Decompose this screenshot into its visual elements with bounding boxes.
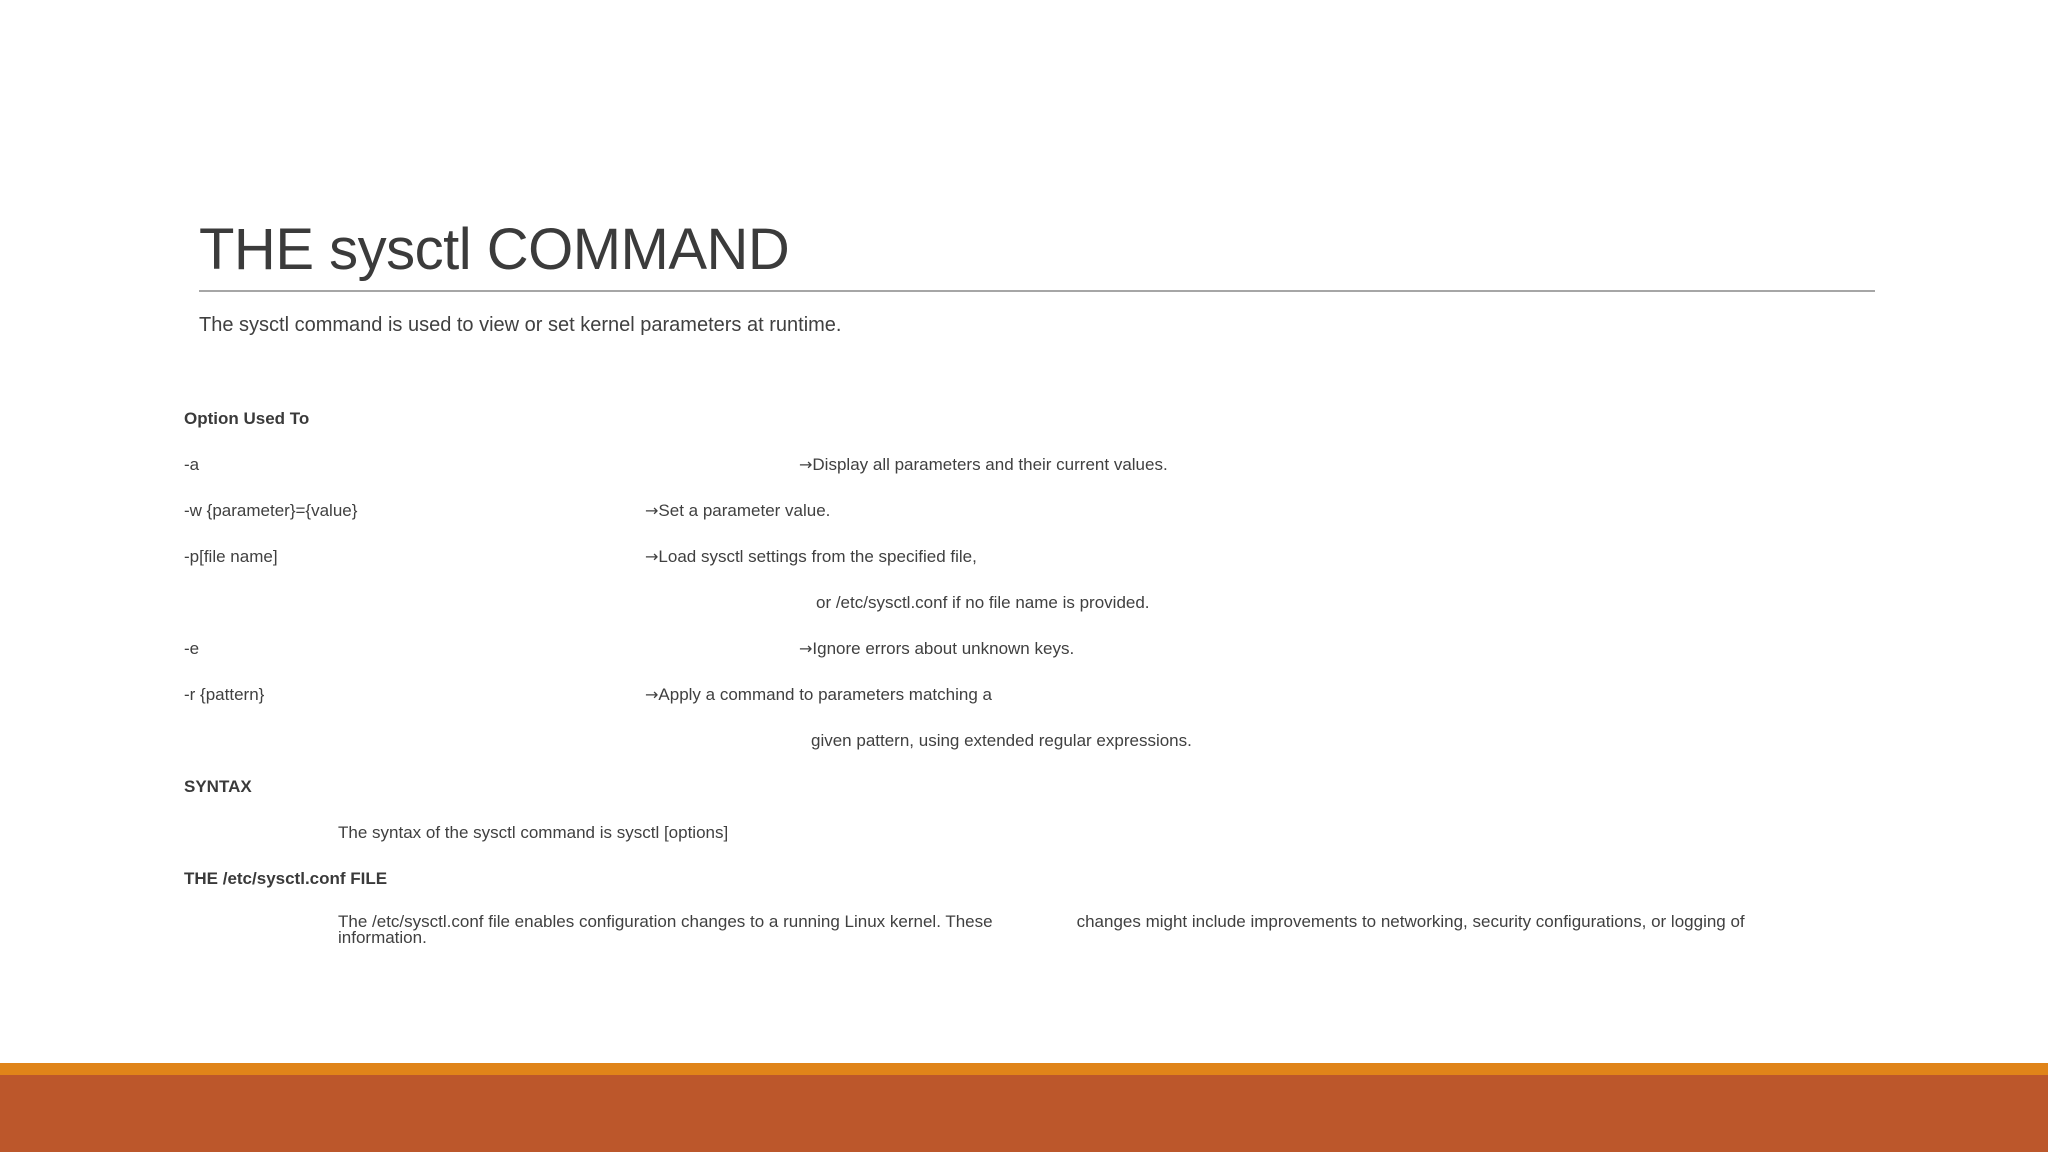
conf-file-text-part1: The /etc/sysctl.conf file enables configuration changes to a running Linux kernel. These (338, 912, 993, 931)
conf-file-paragraph (338, 914, 1838, 946)
slide-title: THE sysctl COMMAND (199, 217, 790, 282)
option-p-text: Load sysctl settings from the specified file, (658, 547, 977, 566)
slide-subtitle: The sysctl command is used to view or set kernel parameters at runtime. (199, 314, 842, 336)
arrow-right-icon: → (645, 501, 659, 520)
conf-file-heading: THE /etc/sysctl.conf FILE (184, 869, 388, 888)
arrow-right-icon: → (645, 547, 659, 566)
options-header: Option Used To (184, 409, 310, 428)
option-r-text: Apply a command to parameters matching a (658, 685, 992, 704)
option-a-description (799, 454, 1168, 476)
option-e-text: Ignore errors about unknown keys. (812, 639, 1075, 658)
option-p: -p[file name] (184, 547, 278, 566)
arrow-right-icon: → (799, 455, 813, 474)
arrow-right-icon: → (645, 685, 659, 704)
option-p-continuation: or /etc/sysctl.conf if no file name is provided. (816, 593, 1150, 612)
option-a-text: Display all parameters and their current values. (812, 455, 1168, 474)
option-r-continuation: given pattern, using extended regular expressions. (811, 731, 1192, 750)
option-w-text: Set a parameter value. (658, 501, 831, 520)
syntax-text: The syntax of the sysctl command is sysctl [options] (338, 823, 729, 842)
title-divider (199, 290, 1875, 292)
option-w-description (645, 500, 830, 522)
option-a: -a (184, 455, 200, 474)
arrow-right-icon: → (799, 639, 813, 658)
footer-accent-bar (0, 1063, 2048, 1075)
syntax-heading: SYNTAX (184, 777, 252, 796)
option-r: -r {pattern} (184, 685, 265, 704)
option-e-description (799, 638, 1074, 660)
option-p-description (645, 546, 977, 568)
conf-file-text-part2: changes might include improvements to networking, security configurations, or logging of information. (338, 912, 1745, 947)
option-w: -w {parameter}={value} (184, 501, 358, 520)
footer-band (0, 1075, 2048, 1152)
option-r-description (645, 684, 992, 706)
option-e: -e (184, 639, 200, 658)
